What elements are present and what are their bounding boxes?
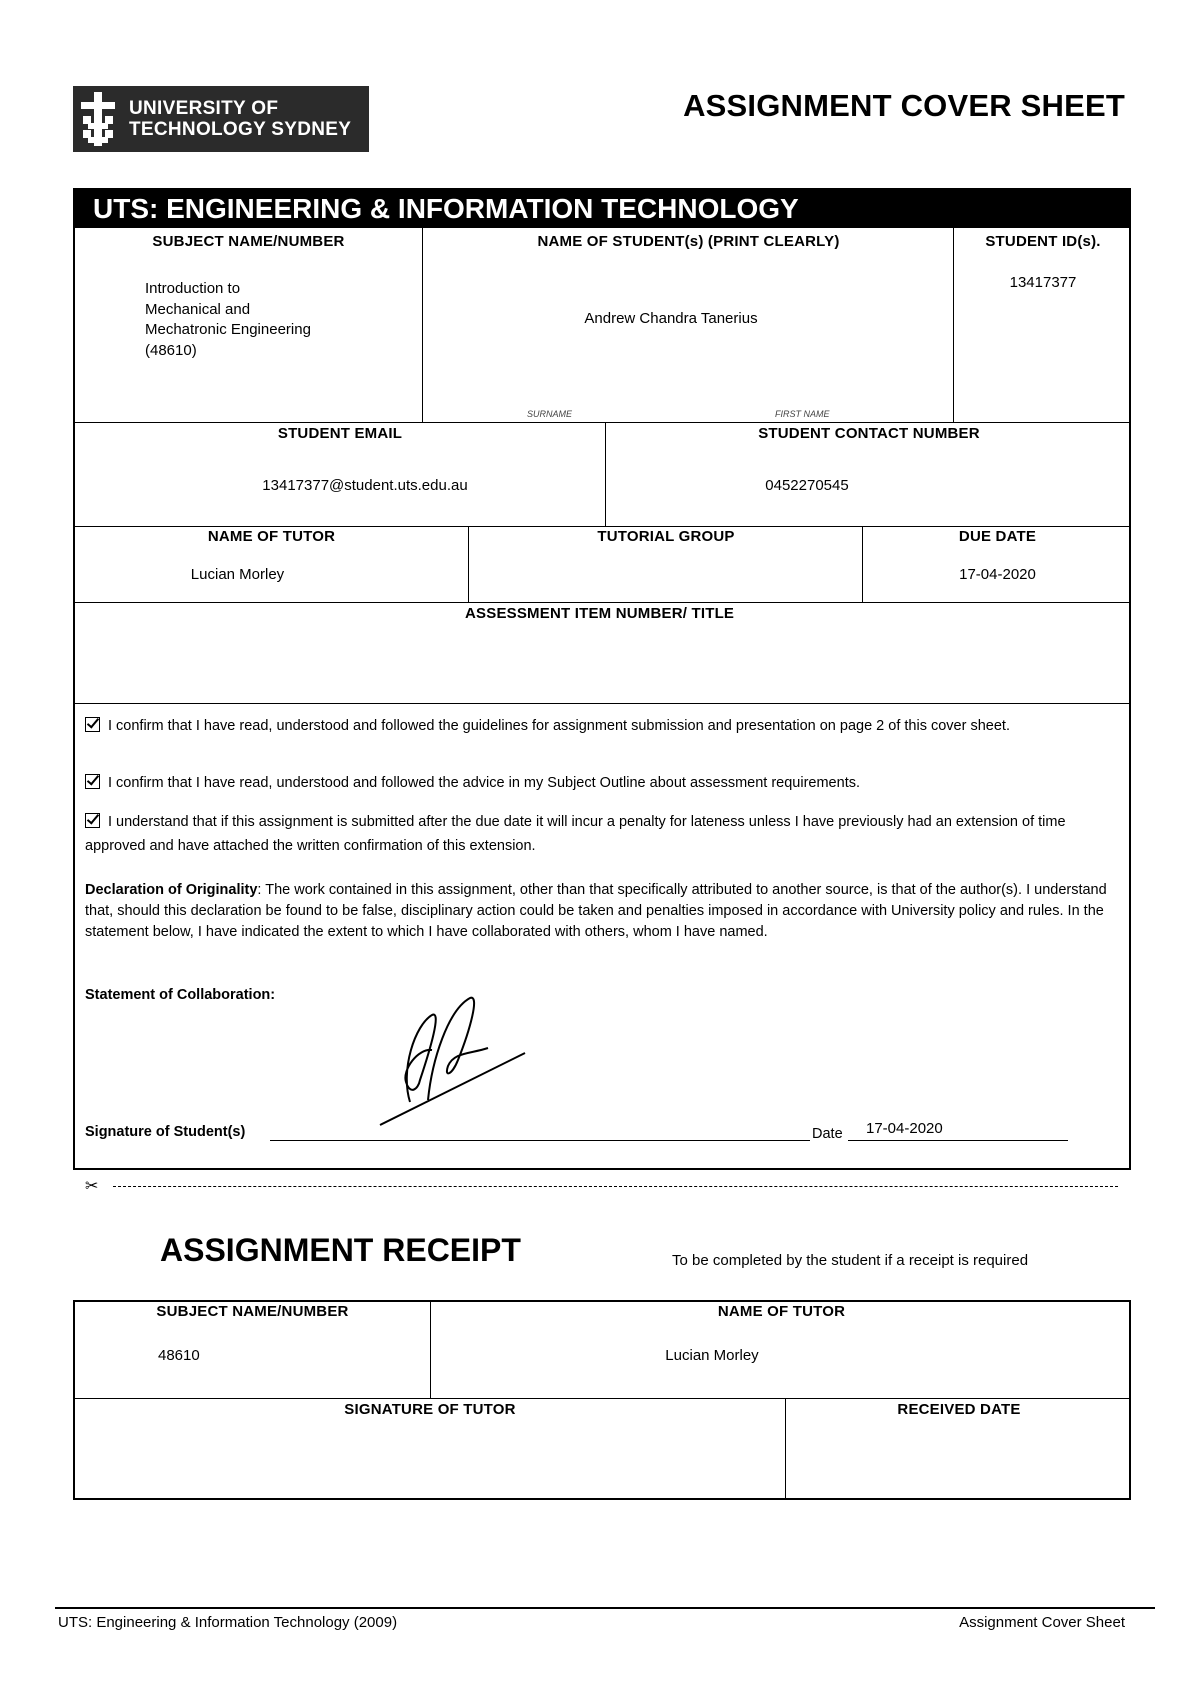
footer-left: UTS: Engineering & Information Technology (2009) [58,1614,398,1631]
email-value: 13417377@student.uts.edu.au [262,477,468,494]
student-id-value: 13417377 [1009,274,1077,291]
declaration-of-originality: Declaration of Originality: The work contained in this assignment, other than that specifically attributed to another source, is that of the author(s). I understand that, should this declaration be found to be false, disciplinary action could be taken and penalties imposed in accordance with University policy and rules. In the statement below, I have indicated the extent to which I have collaborated with others, whom I have named. [85,882,1107,940]
tutor-value: Lucian Morley [190,566,285,583]
checkbox-checked-icon[interactable] [85,717,100,732]
checkbox-checked-icon[interactable] [85,774,100,789]
due-date-header: DUE DATE [958,528,1037,545]
confirm-lateness: I understand that if this assignment is submitted after the due date it will incur a penalty for lateness unless I have previously had an extension of time approved and have attached the written confirmation of this extension. [85,814,1066,854]
checkbox-checked-icon[interactable] [85,813,100,828]
confirm-guidelines: I confirm that I have read, understood and followed the guidelines for assignment submission and presentation on page 2 of this cover sheet. [85,714,1125,738]
receipt-note: To be completed by the student if a receipt is required [672,1252,1029,1269]
receipt-date-header: RECEIVED DATE [897,1401,1021,1418]
scissors-icon: ✂ [85,1178,99,1195]
confirm-outline: I confirm that I have read, understood and followed the advice in my Subject Outline about assessment requirements. [85,771,1125,795]
uts-logo [73,86,369,152]
logo-text: UNIVERSITY OF TECHNOLOGY SYDNEY [129,98,352,140]
contact-header: STUDENT CONTACT NUMBER [758,425,980,442]
signature-date-value: 17-04-2020 [866,1120,943,1137]
receipt-form [73,1300,1131,1500]
receipt-subject-header: SUBJECT NAME/NUMBER [156,1303,349,1320]
assessment-header: ASSESSMENT ITEM NUMBER/ TITLE [465,605,735,622]
subject-header: SUBJECT NAME/NUMBER [152,233,345,250]
contact-value: 0452270545 [765,477,849,494]
footer-right: Assignment Cover Sheet [959,1614,1125,1631]
receipt-subject-value: 48610 [158,1347,200,1364]
cut-line [113,1186,1118,1187]
student-name-value: Andrew Chandra Tanerius [584,310,758,327]
uts-crest-icon [77,88,119,150]
receipt-tutor-value: Lucian Morley [665,1347,759,1364]
receipt-signature-header: SIGNATURE OF TUTOR [344,1401,516,1418]
tutorial-group-header: TUTORIAL GROUP [597,528,735,545]
tutor-header: NAME OF TUTOR [207,528,336,545]
footer-rule [55,1607,1155,1609]
receipt-tutor-header: NAME OF TUTOR [717,1303,846,1320]
surname-hint: SURNAME [527,409,573,419]
student-name-header: NAME OF STUDENT(s) (PRINT CLEARLY) [537,233,840,250]
firstname-hint: FIRST NAME [775,409,830,419]
email-header: STUDENT EMAIL [277,425,403,442]
date-label: Date [812,1126,843,1142]
student-signature [370,990,540,1130]
signature-label: Signature of Student(s) [85,1124,246,1140]
subject-value: Introduction to Mechanical and Mechatronic Engineering (48610) [145,280,311,359]
page-title: ASSIGNMENT COVER SHEET [683,88,1125,123]
due-date-value: 17-04-2020 [959,566,1036,583]
student-id-header: STUDENT ID(s). [985,233,1101,250]
receipt-title: ASSIGNMENT RECEIPT [160,1232,521,1268]
faculty-banner: UTS: ENGINEERING & INFORMATION TECHNOLOGY [73,188,1131,228]
collaboration-label: Statement of Collaboration: [85,987,276,1003]
